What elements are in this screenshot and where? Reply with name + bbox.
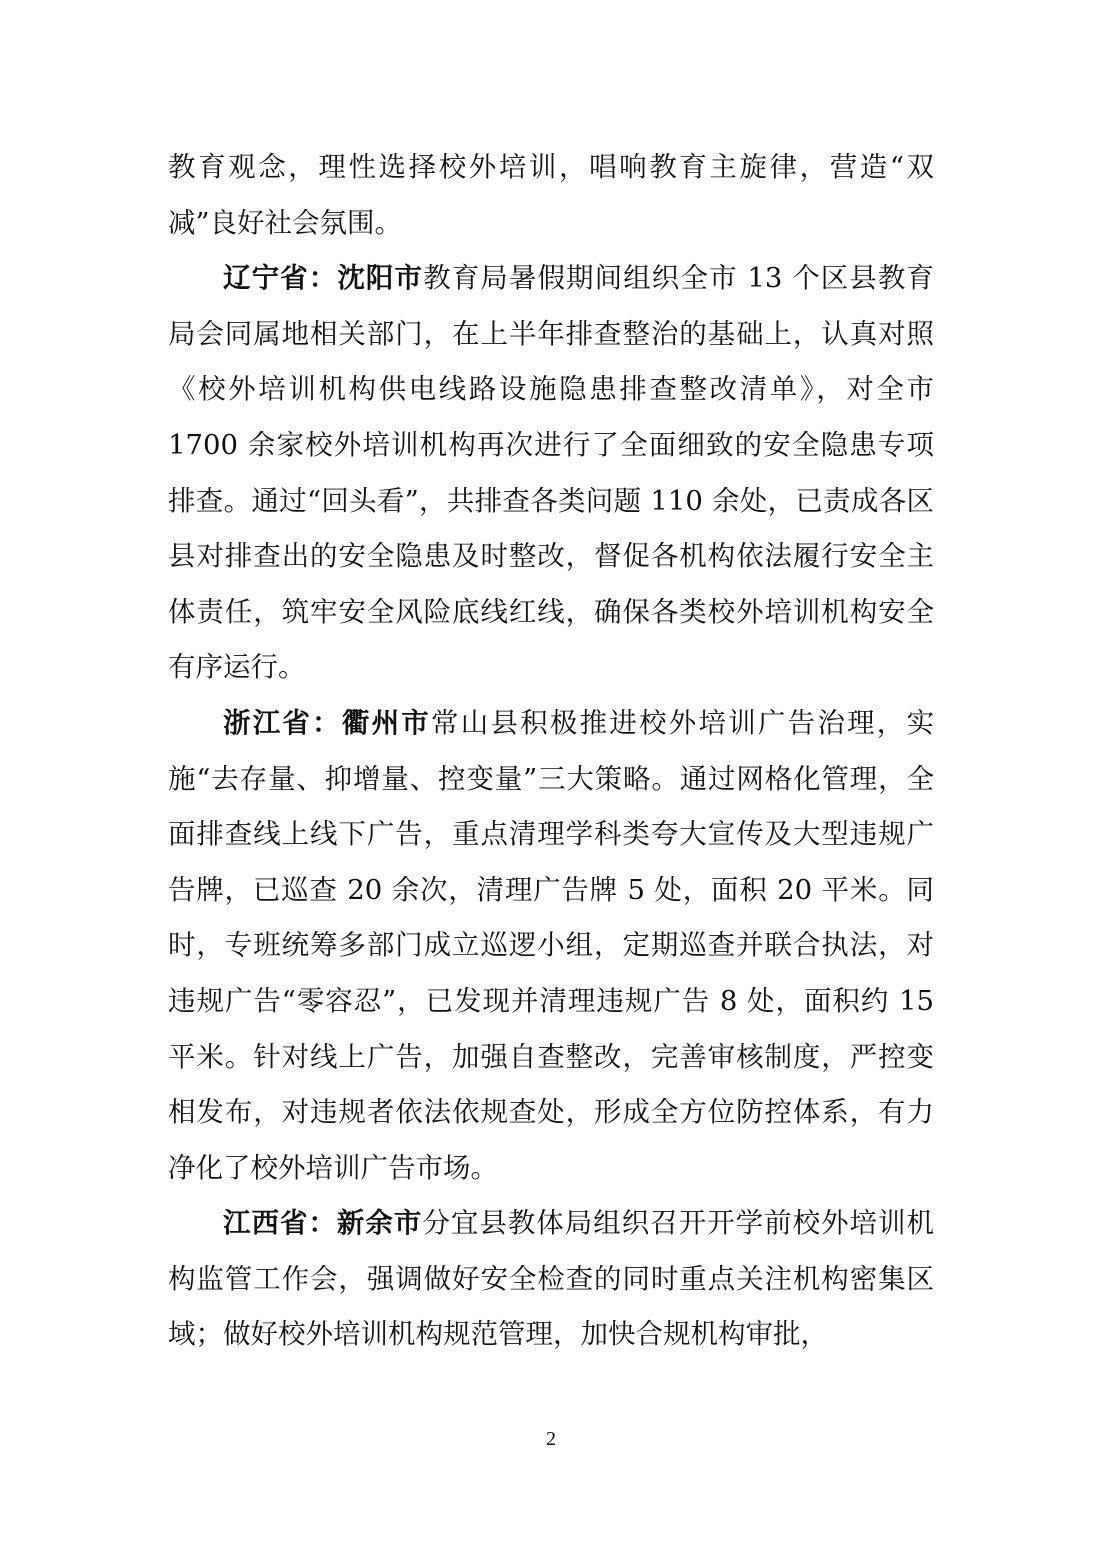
paragraph-text: 常山县积极推进校外培训广告治理，实施“去存量、抑增量、控变量”三大策略。通过网格化管理，全面排查线上线下广告，重点清理学科类夸大宣传及大型违规广告牌，已巡查 20 余次，清理广告牌 5 处，面积 20 平米。同时，专班统筹多部门成立巡逻小组，定期巡查并联合执法，对违规广告“零容忍”，已发现并清理违规广告 8 处，面积约 15 平米。针对线上广告，加强自查整改，完善审核制度，严控变相发布，对违规者依法依规查处，形成全方位防控体系，有力净化了校外培训广告市场。 — [168, 706, 935, 1184]
province-label: 江西省： — [223, 1207, 337, 1240]
document-body — [168, 140, 934, 1363]
paragraph-continuation — [168, 140, 934, 251]
paragraph-text: 分宜县教体局组织召开开学前校外培训机构监管工作会，强调做好安全检查的同时重点关注机构密集区域；做好校外培训机构规范管理，加快合规机构审批， — [168, 1207, 935, 1351]
paragraph-text: 教育观念，理性选择校外培训，唱响教育主旋律，营造“双减”良好社会氛围。 — [168, 151, 934, 239]
province-label: 辽宁省： — [223, 262, 338, 295]
province-label: 浙江省： — [223, 706, 342, 739]
paragraph-liaoning — [168, 251, 934, 696]
paragraph-jiangxi — [168, 1196, 934, 1363]
city-label: 沈阳市 — [337, 262, 424, 295]
city-label: 衢州市 — [341, 706, 432, 739]
paragraph-text: 教育局暑假期间组织全市 13 个区县教育局会同属地相关部门，在上半年排查整治的基础上，认真对照《校外培训机构供电线路设施隐患排查整改清单》，对全市 1700 余家校外培训机构再次进行了全面细致的安全隐患专项排查。通过“回头看”，共排查各类问题 110 余处，已责成各区县对排查出的安全隐患及时整改，督促各机构依法履行安全主体责任，筑牢安全风险底线红线，确保各类校外培训机构安全有序运行。 — [168, 262, 935, 684]
city-label: 新余市 — [336, 1207, 423, 1240]
page-number: 2 — [546, 1428, 556, 1450]
paragraph-zhejiang — [168, 696, 934, 1196]
